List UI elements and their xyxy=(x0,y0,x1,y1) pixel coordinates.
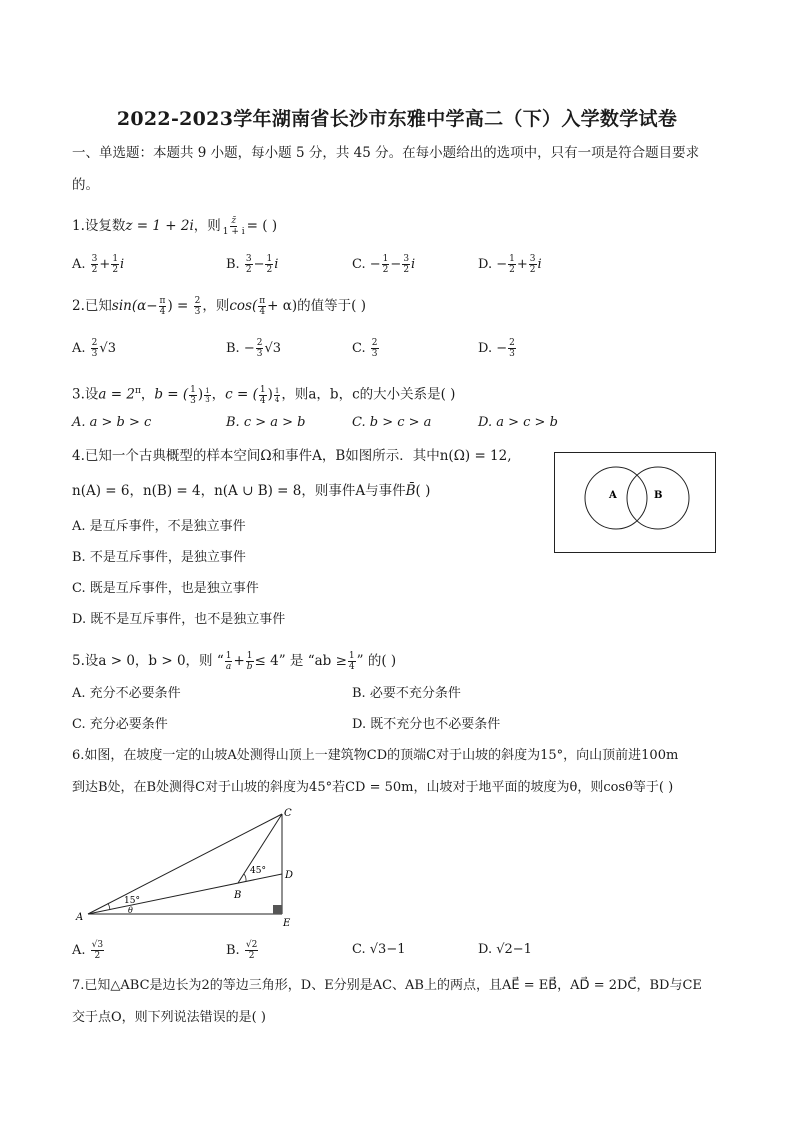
venn-diagram xyxy=(554,452,716,554)
label-e: E xyxy=(283,918,291,929)
page-title: 2022-2023学年湖南省长沙市东雅中学高二（下）入学数学试卷 xyxy=(116,108,678,130)
question-3-option-d: D. a > c > b xyxy=(478,415,558,430)
question-4-option-c: C. 既是互斥事件，也是独立事件 xyxy=(72,581,259,596)
label-b: B xyxy=(654,490,663,501)
label-angle-15: 15° xyxy=(124,896,140,906)
question-3-stem: 3.设$a = 2^\pi$，b = ( $\frac{1}{3}$ ) $\frac{1}{3}$ ，c = ( $\frac{1}{4}$ ) $\frac{1}{4}$ ，则a，b，c的大小关系是( ) xyxy=(72,384,456,406)
section-header-line2: 的。 xyxy=(72,177,99,193)
right-angle-mark xyxy=(273,905,282,914)
question-1-option-b: B. $\frac{3}{2}$ − $\frac{1}{2}$ i xyxy=(226,254,279,275)
line-ac xyxy=(88,814,282,914)
question-5-stem: 5.设a > 0，b > 0，则 “ $\frac{1}{a}$ + $\frac{1}{b}$ ≤ 4” 是 “ab ≥ $\frac{1}{4}$ ” 的( ) xyxy=(72,651,397,672)
slope-figure xyxy=(70,806,300,932)
label-b: B xyxy=(234,890,242,901)
question-6-option-d: D. √2−1 xyxy=(478,942,532,957)
question-3-option-c: C. b > c > a xyxy=(352,415,432,430)
question-4-stem-line1: 4.已知一个古典概型的样本空间Ω和事件A，B如图所示．其中n(Ω) = 12, xyxy=(72,448,512,464)
question-1-stem: 1.设复数z = 1 + 2i，则 $\frac{z̄}{1 + i}$ = ( ) xyxy=(72,216,278,237)
arc-15 xyxy=(108,903,110,910)
question-2-option-b: B. − $\frac{2}{3}$ √3 xyxy=(226,338,282,359)
question-6-option-b: B. $\frac{√2}{2}$ xyxy=(226,940,258,961)
question-3-option-b: B. c > a > b xyxy=(226,415,306,430)
label-a: A xyxy=(609,490,617,501)
question-6-stem-line1: 6.如图，在坡度一定的山坡A处测得山顶上一建筑物CD的顶端C对于山坡的斜度为15°，向山顶前进100m xyxy=(72,748,679,763)
question-1-option-a: A. $\frac{3}{2}$ + $\frac{1}{2}$ i xyxy=(72,254,125,275)
question-6-option-a: A. $\frac{√3}{2}$ xyxy=(72,940,104,961)
label-c: C xyxy=(284,808,292,819)
label-angle-45: 45° xyxy=(250,866,266,876)
question-5-option-b: B. 必要不充分条件 xyxy=(352,686,461,701)
question-4-option-b: B. 不是互斥事件，是独立事件 xyxy=(72,550,246,565)
question-5-option-d: D. 既不充分也不必要条件 xyxy=(352,717,501,732)
label-d: D xyxy=(285,870,294,881)
question-2-option-d: D. − $\frac{2}{3}$ xyxy=(478,338,515,359)
question-5-option-a: A. 充分不必要条件 xyxy=(72,686,181,701)
question-7-stem-line1: 7.已知△ABC是边长为2的等边三角形，D、E分别是AC、AB上的两点，且AE⃗ = EB⃗，AD⃗ = 2DC⃗，BD与CE xyxy=(72,978,702,993)
question-7-stem-line2: 交于点O，则下列说法错误的是( ) xyxy=(72,1010,266,1025)
line-ad xyxy=(88,874,282,914)
sample-space-box xyxy=(555,453,716,553)
question-4-stem-line2: n(A) = 6，n(B) = 4，n(A ∪ B) = 8，则事件A与事件B̄( ) xyxy=(72,483,431,499)
question-5-option-c: C. 充分必要条件 xyxy=(72,717,168,732)
section-header-line1: 一、单选题：本题共 9 小题，每小题 5 分，共 45 分。在每小题给出的选项中，只有一项是符合题目要求 xyxy=(72,145,700,161)
question-6-option-c: C. √3−1 xyxy=(352,942,406,957)
question-6-stem-line2: 到达B处，在B处测得C对于山坡的斜度为45°若CD = 50m，山坡对于地平面的坡度为θ，则cosθ等于( ) xyxy=(72,780,674,795)
arc-45 xyxy=(244,874,246,881)
label-a: A xyxy=(76,912,84,923)
question-1-option-c: C. − $\frac{1}{2}$ − $\frac{3}{2}$ i xyxy=(352,254,416,275)
question-2-option-a: A. $\frac{2}{3}$ √3 xyxy=(72,338,116,359)
question-4-option-d: D. 既不是互斥事件，也不是独立事件 xyxy=(72,612,286,627)
question-1-option-d: D. − $\frac{1}{2}$ + $\frac{3}{2}$ i xyxy=(478,254,542,275)
question-4-option-a: A. 是互斥事件，不是独立事件 xyxy=(72,519,246,534)
question-2-stem: 2.已知sin(α− $\frac{\pi}{4}$ ) = $\frac{2}{3}$ ，则cos( $\frac{\pi}{4}$ + α)的值等于( ) xyxy=(72,296,366,317)
label-theta: θ xyxy=(128,906,133,915)
question-3-option-a: A. a > b > c xyxy=(72,415,152,430)
question-2-option-c: C. $\frac{2}{3}$ xyxy=(352,338,378,359)
